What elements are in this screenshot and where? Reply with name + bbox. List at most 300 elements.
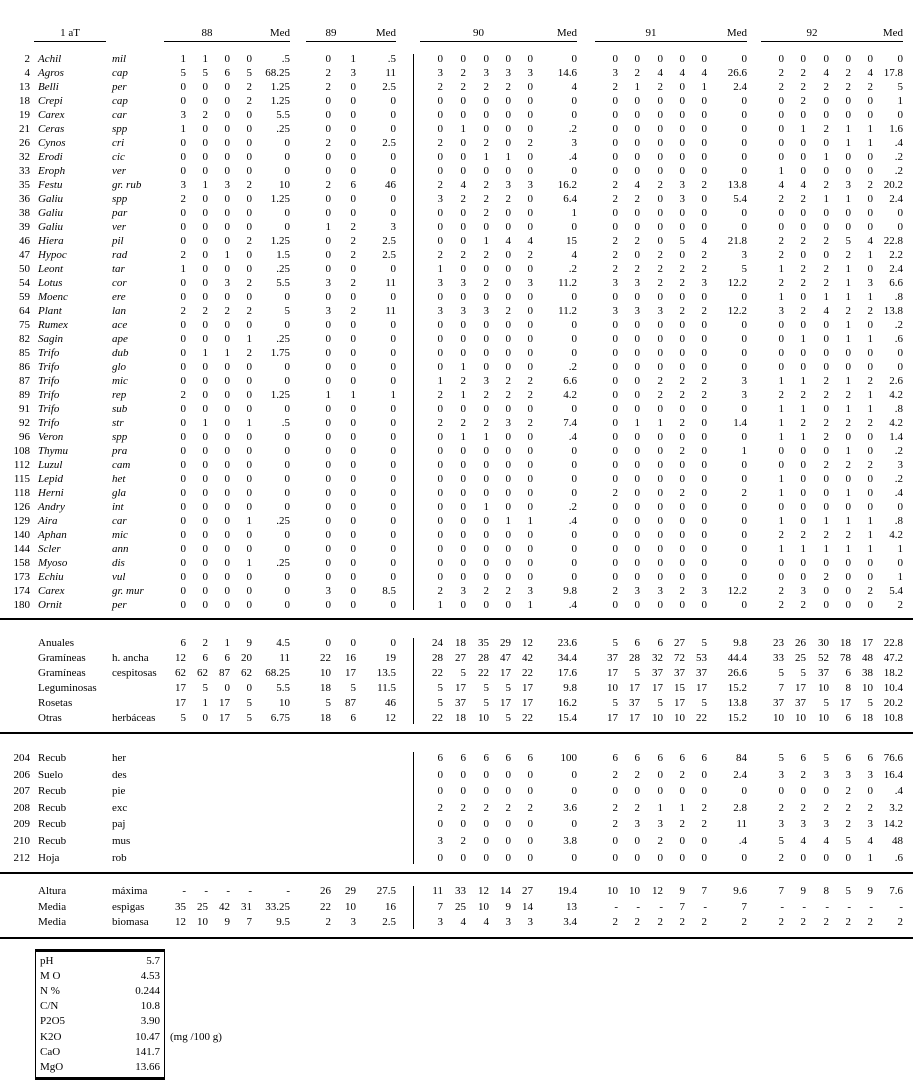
value-cell: 0 — [202, 151, 208, 163]
value-cell: 2 — [679, 277, 685, 289]
value-cell: 2 — [867, 81, 873, 93]
value-cell: 2 — [460, 375, 466, 387]
value-cell: 0 — [867, 599, 873, 611]
median-cell: 1.25 — [270, 235, 290, 247]
value-cell: 2 — [823, 801, 829, 814]
value-cell: 0 — [701, 319, 707, 331]
median-cell — [356, 750, 396, 767]
species-row — [0, 598, 917, 612]
value-cell: 2 — [437, 179, 443, 191]
value-cell: 0 — [437, 165, 443, 177]
value-cell: 1 — [845, 403, 851, 415]
row-id — [0, 651, 30, 666]
value-cell: 0 — [483, 557, 489, 569]
median-cell — [356, 783, 396, 800]
value-cell: 1 — [325, 221, 331, 233]
value-cell: 5 — [778, 667, 784, 679]
value-cell: 0 — [325, 319, 331, 331]
value-cell: 0 — [634, 785, 640, 798]
value-cell: 0 — [505, 529, 511, 541]
sub-label: mic — [112, 529, 128, 541]
value-cell: 2 — [778, 389, 784, 401]
value-cell: 3 — [460, 585, 466, 597]
species-row — [0, 122, 917, 136]
median-cell: 0 — [390, 501, 396, 513]
row-id: 89 — [19, 389, 30, 401]
value-cell: 17 — [607, 712, 618, 724]
median-cell: 14.6 — [557, 67, 577, 79]
value-cell: 0 — [246, 682, 252, 694]
name-label: Rumex — [38, 319, 68, 331]
value-cell: 0 — [224, 375, 230, 387]
value-cell: 87 — [345, 697, 356, 709]
value-cell: 0 — [437, 785, 443, 798]
row-id: 207 — [13, 785, 30, 798]
value-cell: 1 — [845, 375, 851, 387]
value-cell: 1 — [460, 431, 466, 443]
value-cell — [331, 783, 356, 800]
value-cell: 0 — [224, 333, 230, 345]
sub-label: paj — [112, 818, 126, 831]
value-cell: 1 — [634, 417, 640, 429]
value-cell: 11 — [432, 885, 443, 898]
value-cell: 0 — [180, 459, 186, 471]
value-cell: 3 — [505, 67, 511, 79]
value-cell: 0 — [612, 137, 618, 149]
value-cell: 0 — [527, 193, 533, 205]
species-row — [0, 584, 917, 598]
value-cell: 0 — [483, 445, 489, 457]
value-cell: 7 — [778, 682, 784, 694]
value-cell: 0 — [505, 785, 511, 798]
median-cell — [356, 850, 396, 867]
value-cell: 0 — [612, 529, 618, 541]
median-cell: 0 — [390, 207, 396, 219]
value-cell: 3 — [460, 277, 466, 289]
value-cell: 0 — [437, 529, 443, 541]
species-row — [0, 276, 917, 290]
median-cell: 11 — [385, 305, 396, 317]
value-cell: 37 — [674, 667, 685, 679]
value-cell: 0 — [437, 571, 443, 583]
value-cell — [186, 767, 208, 784]
name-label: Thymu — [38, 445, 68, 457]
sub-label — [108, 681, 164, 696]
value-cell: 0 — [202, 473, 208, 485]
name-label: Recub — [38, 752, 67, 764]
sub-label: glo — [112, 361, 127, 373]
name-label: Agros — [38, 67, 64, 79]
median-cell: 48 — [892, 834, 903, 847]
value-cell: 1 — [202, 697, 208, 709]
value-cell: 2 — [679, 389, 685, 401]
name-label: Trifo — [38, 417, 60, 429]
value-cell: 0 — [460, 291, 466, 303]
value-cell: 2 — [657, 179, 663, 191]
value-cell: 0 — [527, 305, 533, 317]
value-cell: 0 — [505, 487, 511, 499]
year-header-89 — [306, 27, 396, 42]
value-cell: 2 — [823, 916, 829, 929]
value-cell: 2 — [867, 417, 873, 429]
median-cell: 2.4 — [733, 81, 747, 93]
value-cell: 1 — [778, 165, 784, 177]
value-cell: 2 — [527, 375, 533, 387]
median-cell: 0 — [571, 571, 577, 583]
value-cell: 3 — [845, 768, 851, 781]
value-cell: 0 — [634, 95, 640, 107]
value-cell: 2 — [800, 529, 806, 541]
value-cell: 0 — [483, 834, 489, 847]
name-label: Trifo — [38, 389, 60, 401]
median-cell: 0 — [741, 785, 747, 798]
row-id — [0, 711, 30, 726]
row-id: 206 — [13, 768, 30, 781]
median-cell: 2.5 — [382, 249, 396, 261]
value-cell: 0 — [701, 529, 707, 541]
median-cell: 0 — [571, 818, 577, 831]
value-cell: 0 — [634, 207, 640, 219]
value-cell: 10 — [773, 712, 784, 724]
value-cell — [331, 816, 356, 833]
value-cell: 2 — [845, 305, 851, 317]
value-cell: 0 — [657, 165, 663, 177]
name-label: Suelo — [38, 768, 64, 781]
value-cell: 0 — [612, 291, 618, 303]
value-cell: 10 — [345, 900, 356, 913]
value-cell: 0 — [657, 501, 663, 513]
value-cell: 0 — [867, 347, 873, 359]
value-cell: 0 — [202, 95, 208, 107]
name-label: Achil — [38, 53, 62, 65]
median-cell: 0 — [571, 347, 577, 359]
name-label: Galiu — [38, 193, 64, 205]
value-cell: 0 — [634, 599, 640, 611]
value-cell: 0 — [778, 557, 784, 569]
value-cell: 17 — [500, 667, 511, 679]
value-cell: 2 — [612, 916, 618, 929]
value-cell: 1 — [202, 347, 208, 359]
value-cell: 22 — [432, 712, 443, 724]
median-cell: 0 — [741, 543, 747, 555]
value-cell: 0 — [437, 109, 443, 121]
median-cell: 14.2 — [883, 818, 903, 831]
median-cell: 6.4 — [563, 193, 577, 205]
value-cell: 3 — [505, 417, 511, 429]
value-cell: 0 — [867, 193, 873, 205]
value-cell: 2 — [180, 249, 186, 261]
sub-label: cri — [112, 137, 125, 149]
value-cell: 0 — [325, 375, 331, 387]
value-cell: 2 — [778, 193, 784, 205]
value-cell: 0 — [483, 361, 489, 373]
soil-value: 5.7 — [146, 954, 160, 967]
median-cell — [252, 783, 290, 800]
median-cell: 15.2 — [727, 682, 747, 694]
value-cell: 0 — [350, 165, 356, 177]
sub-label: cam — [112, 459, 131, 471]
value-cell: 0 — [246, 165, 252, 177]
value-cell: 0 — [657, 487, 663, 499]
value-cell: 0 — [527, 221, 533, 233]
value-cell: 3 — [634, 277, 640, 289]
value-cell: 0 — [634, 403, 640, 415]
value-cell: 0 — [823, 599, 829, 611]
value-cell: 0 — [657, 221, 663, 233]
value-cell: 1 — [180, 263, 186, 275]
value-cell: 0 — [350, 151, 356, 163]
value-cell: 0 — [180, 361, 186, 373]
value-cell: 1 — [845, 445, 851, 457]
value-cell: 0 — [180, 417, 186, 429]
value-cell: 1 — [845, 291, 851, 303]
value-cell: 0 — [246, 319, 252, 331]
median-cell: 2.5 — [382, 235, 396, 247]
value-cell: 5 — [778, 834, 784, 847]
value-cell: 2 — [845, 529, 851, 541]
name-label: Lepid — [38, 473, 64, 485]
value-cell: 0 — [679, 109, 685, 121]
median-cell: 0 — [741, 361, 747, 373]
value-cell: 1 — [483, 235, 489, 247]
value-cell: 0 — [325, 109, 331, 121]
value-cell: 0 — [634, 347, 640, 359]
median-cell: 0 — [390, 417, 396, 429]
value-cell: 0 — [202, 585, 208, 597]
row-id: 118 — [13, 487, 30, 499]
value-cell: 0 — [505, 459, 511, 471]
value-cell: 1 — [845, 263, 851, 275]
value-cell: 0 — [350, 501, 356, 513]
value-cell: 2 — [460, 801, 466, 814]
name-label: Hypoc — [38, 249, 67, 261]
value-cell: 1 — [505, 151, 511, 163]
median-cell: 0 — [284, 207, 290, 219]
value-cell: 2 — [800, 305, 806, 317]
value-cell: 3 — [657, 818, 663, 831]
row-id: 91 — [19, 403, 30, 415]
value-cell: 0 — [823, 445, 829, 457]
value-cell: 2 — [778, 529, 784, 541]
value-cell: 0 — [180, 291, 186, 303]
value-cell: 2 — [823, 459, 829, 471]
value-cell: 0 — [325, 263, 331, 275]
value-cell: 0 — [505, 95, 511, 107]
soil-label: M O — [40, 969, 61, 982]
value-cell: 2 — [800, 916, 806, 929]
value-cell: 33 — [773, 652, 784, 664]
value-cell: 1 — [437, 599, 443, 611]
med-label: Med — [726, 27, 747, 39]
value-cell: 1 — [246, 515, 252, 527]
species-row — [0, 346, 917, 360]
value-cell: 2 — [800, 67, 806, 79]
value-cell: 0 — [701, 557, 707, 569]
median-cell: 8.5 — [382, 585, 396, 597]
value-cell: 0 — [325, 529, 331, 541]
median-cell: 100 — [560, 752, 577, 764]
value-cell: 1 — [778, 515, 784, 527]
median-cell: 9.8 — [563, 682, 577, 694]
sub-label: tar — [112, 263, 125, 275]
value-cell: 0 — [634, 501, 640, 513]
value-cell: 3 — [350, 67, 356, 79]
median-cell: .2 — [894, 319, 903, 331]
value-cell: 0 — [202, 277, 208, 289]
value-cell: 0 — [679, 53, 685, 65]
value-cell: 1 — [505, 515, 511, 527]
median-cell: 46 — [385, 697, 396, 709]
value-cell: 2 — [701, 263, 707, 275]
value-cell: 2 — [483, 585, 489, 597]
median-cell: 5.5 — [276, 277, 290, 289]
value-cell: 0 — [800, 473, 806, 485]
value-cell: 25 — [197, 900, 208, 913]
value-cell — [164, 833, 186, 850]
value-cell: 17 — [862, 637, 873, 649]
value-cell: 0 — [634, 291, 640, 303]
value-cell: 5 — [823, 697, 829, 709]
value-cell: 0 — [202, 571, 208, 583]
value-cell: 0 — [867, 221, 873, 233]
median-cell: 2 — [897, 599, 903, 611]
value-cell: 0 — [612, 333, 618, 345]
value-cell: 0 — [701, 53, 707, 65]
value-cell: 17 — [607, 667, 618, 679]
value-cell: 25 — [455, 900, 466, 913]
sub-label: mic — [112, 375, 128, 387]
median-cell: 1.25 — [270, 389, 290, 401]
sub-label: rob — [112, 851, 127, 864]
value-cell: 3 — [679, 179, 685, 191]
value-cell: 0 — [437, 501, 443, 513]
value-cell: 6 — [350, 712, 356, 724]
median-cell: .5 — [281, 417, 290, 429]
median-cell: 0 — [897, 207, 903, 219]
value-cell: 1 — [823, 193, 829, 205]
value-cell: 0 — [823, 109, 829, 121]
value-cell: 0 — [778, 333, 784, 345]
value-cell: 0 — [867, 207, 873, 219]
median-cell: 0 — [284, 529, 290, 541]
name-label: Otras — [38, 712, 62, 724]
value-cell: 2 — [800, 235, 806, 247]
value-cell: 0 — [679, 347, 685, 359]
value-cell: 0 — [350, 375, 356, 387]
value-cell: 0 — [823, 53, 829, 65]
value-cell: 2 — [437, 249, 443, 261]
value-cell: 2 — [527, 389, 533, 401]
value-cell: 0 — [612, 151, 618, 163]
value-cell: 3 — [657, 585, 663, 597]
value-cell: 0 — [657, 431, 663, 443]
value-cell: 2 — [845, 67, 851, 79]
value-cell: 0 — [437, 768, 443, 781]
sub-label: gla — [112, 487, 127, 499]
value-cell: 0 — [867, 165, 873, 177]
value-cell: 1 — [437, 375, 443, 387]
row-id — [0, 900, 30, 916]
value-cell: 1 — [845, 333, 851, 345]
row-id — [0, 915, 30, 931]
value-cell: 0 — [505, 361, 511, 373]
height-row — [0, 915, 917, 931]
value-cell: 0 — [246, 361, 252, 373]
value-cell: 1 — [778, 291, 784, 303]
value-cell: 5 — [437, 682, 443, 694]
name-label: Anuales — [38, 637, 75, 649]
value-cell: 3 — [527, 916, 533, 929]
value-cell: 0 — [325, 515, 331, 527]
soil-row — [40, 1014, 160, 1029]
median-cell: 15.4 — [557, 712, 577, 724]
value-cell: 3 — [634, 818, 640, 831]
median-cell: 3 — [741, 389, 747, 401]
value-cell: 17 — [795, 682, 806, 694]
value-cell: 0 — [778, 207, 784, 219]
value-cell: 9 — [679, 885, 685, 898]
value-cell: 0 — [527, 501, 533, 513]
median-cell: 0 — [571, 109, 577, 121]
value-cell: 2 — [657, 249, 663, 261]
median-cell: 0 — [284, 599, 290, 611]
value-cell: 0 — [527, 834, 533, 847]
value-cell: 0 — [483, 109, 489, 121]
value-cell: 2 — [612, 249, 618, 261]
value-cell: - — [659, 900, 663, 913]
value-cell: 0 — [437, 543, 443, 555]
value-cell: 0 — [180, 487, 186, 499]
sub-label: het — [112, 473, 126, 485]
value-cell: 0 — [612, 123, 618, 135]
value-cell: 0 — [202, 165, 208, 177]
value-cell: 0 — [325, 361, 331, 373]
value-cell: 0 — [867, 501, 873, 513]
value-cell: 0 — [505, 123, 511, 135]
name-label: Ceras — [38, 123, 65, 135]
value-cell — [208, 783, 230, 800]
median-cell: .25 — [276, 333, 290, 345]
value-cell — [306, 816, 331, 833]
value-cell: 0 — [202, 599, 208, 611]
value-cell: 0 — [657, 543, 663, 555]
value-cell: 0 — [460, 459, 466, 471]
soil-value: 4.53 — [140, 969, 160, 982]
value-cell: 2 — [701, 916, 707, 929]
median-cell: 13.8 — [727, 179, 747, 191]
value-cell: 0 — [437, 95, 443, 107]
value-cell: 0 — [867, 95, 873, 107]
value-cell: 0 — [867, 487, 873, 499]
soil-value: 3.90 — [140, 1015, 160, 1028]
value-cell: 0 — [800, 501, 806, 513]
sub-label: par — [112, 207, 128, 219]
value-cell: 0 — [612, 221, 618, 233]
value-cell: 0 — [845, 501, 851, 513]
value-cell: 2 — [800, 768, 806, 781]
column-divider-line — [413, 638, 414, 724]
value-cell: 0 — [527, 123, 533, 135]
value-cell: 0 — [202, 319, 208, 331]
value-cell: 0 — [505, 403, 511, 415]
value-cell: 0 — [679, 571, 685, 583]
name-label: Recub — [38, 834, 67, 847]
value-cell: 0 — [224, 445, 230, 457]
name-label: Aira — [38, 515, 58, 527]
value-cell: 42 — [522, 652, 533, 664]
value-cell: 0 — [527, 543, 533, 555]
value-cell: 2 — [612, 818, 618, 831]
